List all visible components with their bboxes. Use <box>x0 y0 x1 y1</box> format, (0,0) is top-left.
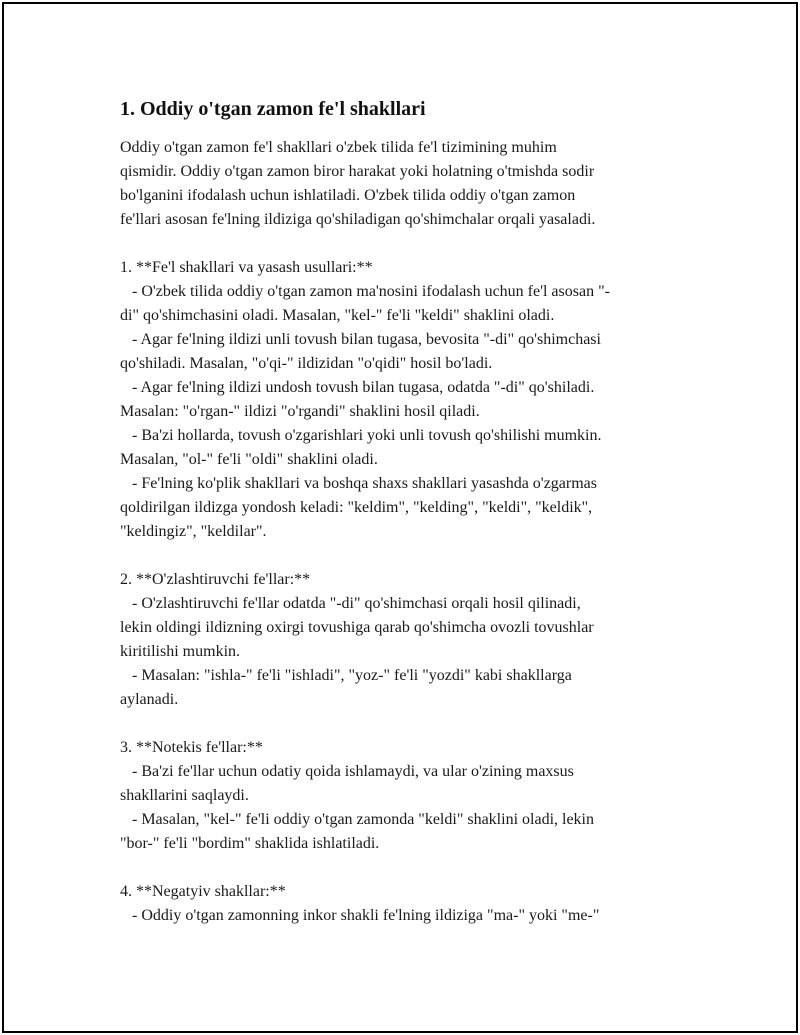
text-line: qoldirilgan ildizga yondosh keladi: "keldim", "kelding", "keldi", "keldik", <box>120 499 593 516</box>
text-line: shakllarini saqlaydi. <box>120 787 249 804</box>
text-line: "bor-" fe'li "bordim" shaklida ishlatiladi. <box>120 835 380 852</box>
text-line: di" qo'shimchasini oladi. Masalan, "kel-" fe'li "keldi" shaklini oladi. <box>120 307 555 324</box>
text-line: - Masalan: "ishla-" fe'li "ishladi", "yoz-" fe'li "yozdi" kabi shakllarga <box>120 667 572 684</box>
text-line: - Ba'zi fe'llar uchun odatiy qoida ishlamaydi, va ular o'zining maxsus <box>120 763 574 780</box>
blank-line <box>120 544 688 568</box>
text-line: qismidir. Oddiy o'tgan zamon biror harakat yoki holatning o'tmishda sodir <box>120 163 595 180</box>
text-line: - Fe'lning ko'plik shakllari va boshqa shaxs shakllari yasashda o'zgarmas <box>120 475 597 492</box>
blank-line <box>120 712 688 736</box>
text-line: lekin oldingi ildizning oxirgi tovushiga qarab qo'shimcha ovozli tovushlar <box>120 619 594 636</box>
text-line: qo'shiladi. Masalan, "o'qi-" ildizidan "o'qidi" hosil bo'ladi. <box>120 355 493 372</box>
text-line: - Masalan, "kel-" fe'li oddiy o'tgan zamonda "keldi" shaklini oladi, lekin <box>120 811 594 828</box>
text-line: - O'zbek tilida oddiy o'tgan zamon ma'nosini ifodalash uchun fe'l asosan "- <box>120 283 610 300</box>
text-line: - Ba'zi hollarda, tovush o'zgarishlari yoki unli tovush qo'shilishi mumkin. <box>120 427 602 444</box>
document-content <box>120 96 688 928</box>
text-line: "keldingiz", "keldilar". <box>120 523 267 540</box>
text-line: 3. **Notekis fe'llar:** <box>120 739 263 756</box>
text-line: fe'llari asosan fe'lning ildiziga qo'shiladigan qo'shimchalar orqali yasaladi. <box>120 211 596 228</box>
text-line: Masalan: "o'rgan-" ildizi "o'rgandi" shaklini hosil qiladi. <box>120 403 480 420</box>
text-line: 2. **O'zlashtiruvchi fe'llar:** <box>120 571 311 588</box>
blank-line <box>120 856 688 880</box>
body-text <box>120 136 688 928</box>
document-page <box>2 2 798 1033</box>
text-line: Oddiy o'tgan zamon fe'l shakllari o'zbek tilida fe'l tizimining muhim <box>120 139 557 156</box>
text-line: 4. **Negatyiv shakllar:** <box>120 883 286 900</box>
text-line: Masalan, "ol-" fe'li "oldi" shaklini oladi. <box>120 451 378 468</box>
text-line: kiritilishi mumkin. <box>120 643 241 660</box>
text-line: aylanadi. <box>120 691 179 708</box>
text-line: - Oddiy o'tgan zamonning inkor shakli fe'lning ildiziga "ma-" yoki "me-" <box>120 907 600 924</box>
text-line: 1. **Fe'l shakllari va yasash usullari:** <box>120 259 373 276</box>
section-heading: 1. Oddiy o'tgan zamon fe'l shakllari <box>120 98 426 120</box>
text-line: - Agar fe'lning ildizi undosh tovush bilan tugasa, odatda "-di" qo'shiladi. <box>120 379 595 396</box>
text-line: - Agar fe'lning ildizi unli tovush bilan tugasa, bevosita "-di" qo'shimchasi <box>120 331 601 348</box>
blank-line <box>120 232 688 256</box>
text-line: - O'zlashtiruvchi fe'llar odatda "-di" qo'shimchasi orqali hosil qilinadi, <box>120 595 581 612</box>
text-line: bo'lganini ifodalash uchun ishlatiladi. O'zbek tilida oddiy o'tgan zamon <box>120 187 576 204</box>
